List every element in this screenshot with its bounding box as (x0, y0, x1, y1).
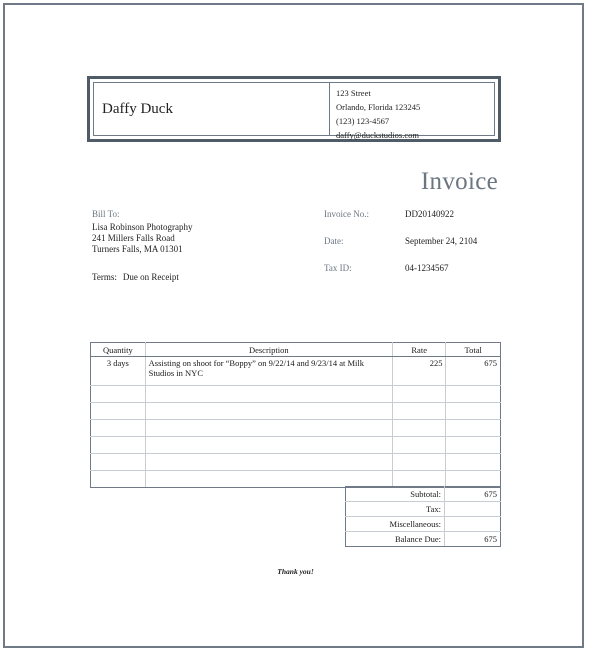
table-row (91, 420, 501, 437)
invoice-no-label: Invoice No.: (324, 209, 369, 219)
bill-to-label: Bill To: (92, 209, 120, 219)
terms-label: Terms: (92, 272, 117, 282)
table-row (91, 454, 501, 471)
company-city: Orlando, Florida 123245 (336, 102, 421, 112)
terms (92, 272, 185, 282)
misc-row (346, 517, 501, 532)
cell-total (446, 454, 501, 471)
cell-quantity (91, 420, 146, 437)
table-row (91, 357, 501, 386)
cell-rate (392, 403, 446, 420)
balance-due-value: 675 (445, 532, 501, 547)
cell-total (446, 437, 501, 454)
cell-description (145, 420, 392, 437)
thank-you-note: Thank you! (277, 567, 314, 576)
date-label: Date: (324, 236, 344, 246)
misc-value (445, 517, 501, 532)
cell-description (145, 437, 392, 454)
cell-total (446, 420, 501, 437)
cell-rate: 225 (392, 357, 446, 386)
cell-description (145, 454, 392, 471)
cell-description (145, 471, 392, 488)
subtotal-row (346, 487, 501, 502)
bill-to-line2: 241 Millers Falls Road (92, 233, 175, 243)
table-row (91, 386, 501, 403)
cell-description (145, 386, 392, 403)
subtotal-value: 675 (445, 487, 501, 502)
subtotal-label: Subtotal: (346, 487, 445, 502)
invoice-no-value: DD20140922 (405, 209, 454, 219)
cell-quantity: 3 days (91, 357, 146, 386)
line-items-table (90, 342, 501, 488)
tax-label: Tax: (346, 502, 445, 517)
tax-id-label: Tax ID: (324, 263, 352, 273)
cell-quantity (91, 386, 146, 403)
tax-value (445, 502, 501, 517)
terms-value: Due on Receipt (122, 272, 179, 282)
cell-total (446, 403, 501, 420)
misc-label: Miscellaneous: (346, 517, 445, 532)
company-phone: (123) 123-4567 (336, 116, 390, 126)
balance-due-row (346, 532, 501, 547)
cell-quantity (91, 471, 146, 488)
cell-description: Assisting on shoot for “Boppy” on 9/22/14 and 9/23/14 at Milk Studios in NYC (145, 357, 392, 386)
tax-row (346, 502, 501, 517)
cell-quantity (91, 437, 146, 454)
cell-rate (392, 437, 446, 454)
header-rate: Rate (392, 343, 446, 357)
header-quantity: Quantity (91, 343, 146, 357)
totals-table (345, 486, 501, 547)
cell-quantity (91, 403, 146, 420)
tax-id-value: 04-1234567 (405, 263, 449, 273)
cell-rate (392, 471, 446, 488)
bill-to-line1: Lisa Robinson Photography (92, 222, 193, 232)
cell-rate (392, 454, 446, 471)
header-description: Description (145, 343, 392, 357)
date-value: September 24, 2104 (405, 236, 478, 246)
company-header-inner (93, 82, 495, 140)
cell-total: 675 (446, 357, 501, 386)
table-row (91, 471, 501, 488)
cell-description (145, 403, 392, 420)
invoice-title: Invoice (420, 168, 498, 195)
table-row (91, 437, 501, 454)
company-name: Daffy Duck (94, 83, 330, 135)
balance-due-label: Balance Due: (346, 532, 445, 547)
cell-total (446, 386, 501, 403)
company-street: 123 Street (336, 88, 371, 98)
company-email: daffy@duckstudios.com (336, 130, 419, 140)
cell-rate (392, 420, 446, 437)
bill-to-address (92, 222, 193, 255)
cell-quantity (91, 454, 146, 471)
table-row (91, 403, 501, 420)
company-header (87, 76, 501, 142)
cell-total (446, 471, 501, 488)
bill-to-line3: Turners Falls, MA 01301 (92, 244, 183, 254)
company-contact (330, 83, 494, 140)
line-items-header-row (91, 343, 501, 357)
header-total: Total (446, 343, 501, 357)
cell-rate (392, 386, 446, 403)
